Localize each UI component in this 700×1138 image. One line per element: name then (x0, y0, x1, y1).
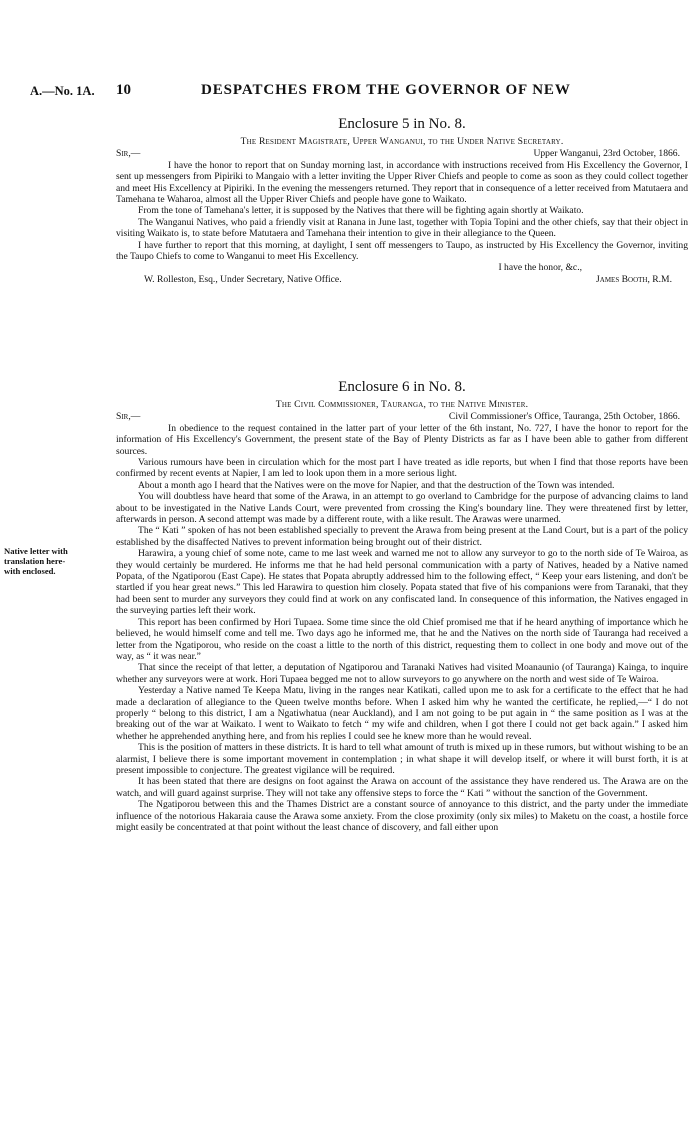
enclosure-6-salutation-row (116, 411, 688, 422)
enclosure-5-paragraph: I have the honor to report that on Sunday morning last, in accordance with instructions received from His Excellency the Governor, I sent up messengers from Pipiriki to Mangaio with a letter inviting the Upper River Chiefs and people to come as soon as they could collect together and meet His Excellency at Pipiriki. In the evening the messengers returned. They report that in consequence of a letter received from Matutaera and Tamehana te Waharoa, almost all the Upper River Chiefs and people have gone to Waikato. (116, 159, 688, 206)
enclosure-6-subtitle: The Civil Commissioner, Tauranga, to the Native Minister. (275, 399, 529, 410)
enclosure-5-salutation: Sir,— (116, 148, 141, 160)
enclosure-5-subtitle: The Resident Magistrate, Upper Wanganui, to the Under Native Secretary. (240, 136, 564, 147)
enclosure-6-title: Enclosure 6 in No. 8. (338, 379, 466, 395)
margin-note-line: Native letter with (4, 546, 68, 556)
enclosure-5-signature-row (116, 274, 688, 285)
enclosure-6-salutation: Sir,— (116, 411, 141, 423)
enclosure-6-paragraph: In obedience to the request contained in the latter part of your letter of the 6th instant, No. 727, I have the honor to report for the information of His Excellency's Government, the present state of the Bay of Plenty Districts as far as I have been able to gather from different sources. (116, 422, 688, 457)
enclosure-5-paragraph: The Wanganui Natives, who paid a friendly visit at Ranana in June last, together with Topia Topini and the other chiefs, say that their object in visiting Waikato is, to state before Matutaera and Tamehana their intention to give in their allegiance to the Queen. (116, 216, 688, 240)
enclosure-5-salutation-row (116, 148, 688, 159)
enclosure-6-paragraph: Yesterday a Native named Te Keepa Matu, living in the ranges near Katikati, called upon me to ask for a certificate to the effect that he had made a declaration of allegiance to the Queen twelve months before. When I asked him why he wanted the certificate, he replied,—“ I do not properly “ belong to this district, I am a Ngatiwhatua (near Auckland), and I am not going to be put again in “ the same position as I was at the breaking out of the war at Waikato. I went to Waikato to fetch “ my wife and children, when I got there I could not get back again.” I asked him whether he apprehended anything here, and from his replies I could see he knew more than he would reveal. (116, 685, 688, 742)
margin-note-line: translation here- (4, 556, 66, 566)
enclosure-6-paragraph: The Ngatiporou between this and the Thames District are a constant source of annoyance to this district, and the party under the immediate influence of the notorious Hakaraia cause the Arawa some anxiety. From the close proximity (only six miles) to Maketu on the coast, a hostile force might easily be concentrated at that point without the least chance of discovery, and fall either upon (116, 799, 688, 834)
enclosure-6-paragraph: It has been stated that there are designs on foot against the Arawa on account of the assistance they have rendered us. The Arawa are on the watch, and will guard against surprise. They will not take any offensive steps to force the “ Kati ” without the sanction of the Government. (116, 776, 688, 799)
enclosure-6-paragraph: About a month ago I heard that the Natives were on the move for Napier, and that the destruction of the Town was intended. (138, 479, 615, 491)
enclosure-6-paragraph: You will doubtless have heard that some of the Arawa, in an attempt to go overland to Cambridge for the purpose of advancing claims to land about to be investigated in the Native Lands Court, were prevented from crossing the King's boundary line. They were threatened first by letter, afterwards in person. A second attempt was made by a different route, with a like result. The Arawas were unarmed. (116, 491, 688, 526)
enclosure-5-closing-row (116, 262, 688, 273)
enclosure-5 (116, 115, 688, 285)
enclosure-5-paragraph: I have further to report that this morning, at daylight, I sent off messengers to Taupo, as instructed by His Excellency the Governor, inviting the Taupo Chiefs to come to Wanganui to meet His Excellency. (116, 239, 688, 263)
parliamentary-paper-reference: A.—No. 1A. (30, 84, 95, 98)
enclosure-5-closing: I have the honor, &c., (498, 262, 582, 274)
margin-note-line: with enclosed. (4, 566, 56, 576)
enclosure-5-place-date: Upper Wanganui, 23rd October, 1866. (533, 148, 680, 160)
enclosure-5-signature: James Booth, R.M. (596, 273, 672, 285)
running-title: DESPATCHES FROM THE GOVERNOR OF NEW (201, 82, 571, 98)
enclosure-6-paragraph: Various rumours have been in circulation which for the most part I have treated as idle reports, but when I find that those reports have been confirmed by recent events at Napier, I am led to look upon them in a more serious light. (116, 457, 688, 480)
page-header (30, 82, 690, 102)
margin-note (4, 546, 112, 576)
enclosure-6-paragraph: Harawira, a young chief of some note, came to me last week and warned me not to allow any surveyor to go to the north side of Te Wairoa, as they would certainly be murdered. He informs me that he had held personal communication with a party of Natives, headed by a Native named Popata, of the Ngatiporou (East Cape). He states that Popata abruptly addressed him to the following effect, “ Keep your ears listening, and don't be startled if you hear great news.” This led Harawira to question him closely. Popata stated that five of his companions were from Taranaki, that they had been sent to murder any surveyors they could find at work on any confiscated land. In consequence of this information, the Natives engaged in the surveying parties left their work. (116, 548, 688, 617)
enclosure-6-paragraph: That since the receipt of that letter, a deputation of Ngatiporou and Taranaki Natives had visited Moanaunio (of Tauranga) Kainga, to inquire whether any surveyors were at work. Hori Tupaea begged me not to allow surveyors to go anywhere on the north and west side of Te Wairoa. (116, 662, 688, 685)
enclosure-6-paragraph: The “ Kati ” spoken of has not been established specially to prevent the Arawa from being present at the Land Court, but is a part of the policy established by the disaffected Natives to prevent information being brought out of their district. (116, 525, 688, 548)
enclosure-5-recipient: W. Rolleston, Esq., Under Secretary, Native Office. (144, 273, 342, 285)
enclosure-5-paragraph: From the tone of Tamehana's letter, it is supposed by the Natives that there will be fighting again shortly at Waikato. (138, 205, 584, 217)
enclosure-5-title: Enclosure 5 in No. 8. (338, 116, 466, 132)
enclosure-6-place-date: Civil Commissioner's Office, Tauranga, 25th October, 1866. (448, 411, 680, 423)
enclosure-6-paragraph: This is the position of matters in these districts. It is hard to tell what amount of truth is mixed up in these rumors, but without wishing to be an alarmist, I believe there is some important movement in contemplation ; in what shape it will develop itself, or where it will burst forth, it is at present impossible to conjecture. The greatest vigilance will be required. (116, 742, 688, 776)
page-number: 10 (116, 82, 131, 98)
enclosure-6 (116, 378, 688, 833)
enclosure-6-paragraph: This report has been confirmed by Hori Tupaea. Some time since the old Chief promised me that if he heard anything of importance which he believed, he would himself come and tell me. Two days ago he informed me, that he and the Natives on the north side of Tauranga had received a letter from the Ngatiporou, who reside on the coast a little to the north of this district, requesting them to collect in one body and move out of the way, as “ it was near.” (116, 616, 688, 662)
